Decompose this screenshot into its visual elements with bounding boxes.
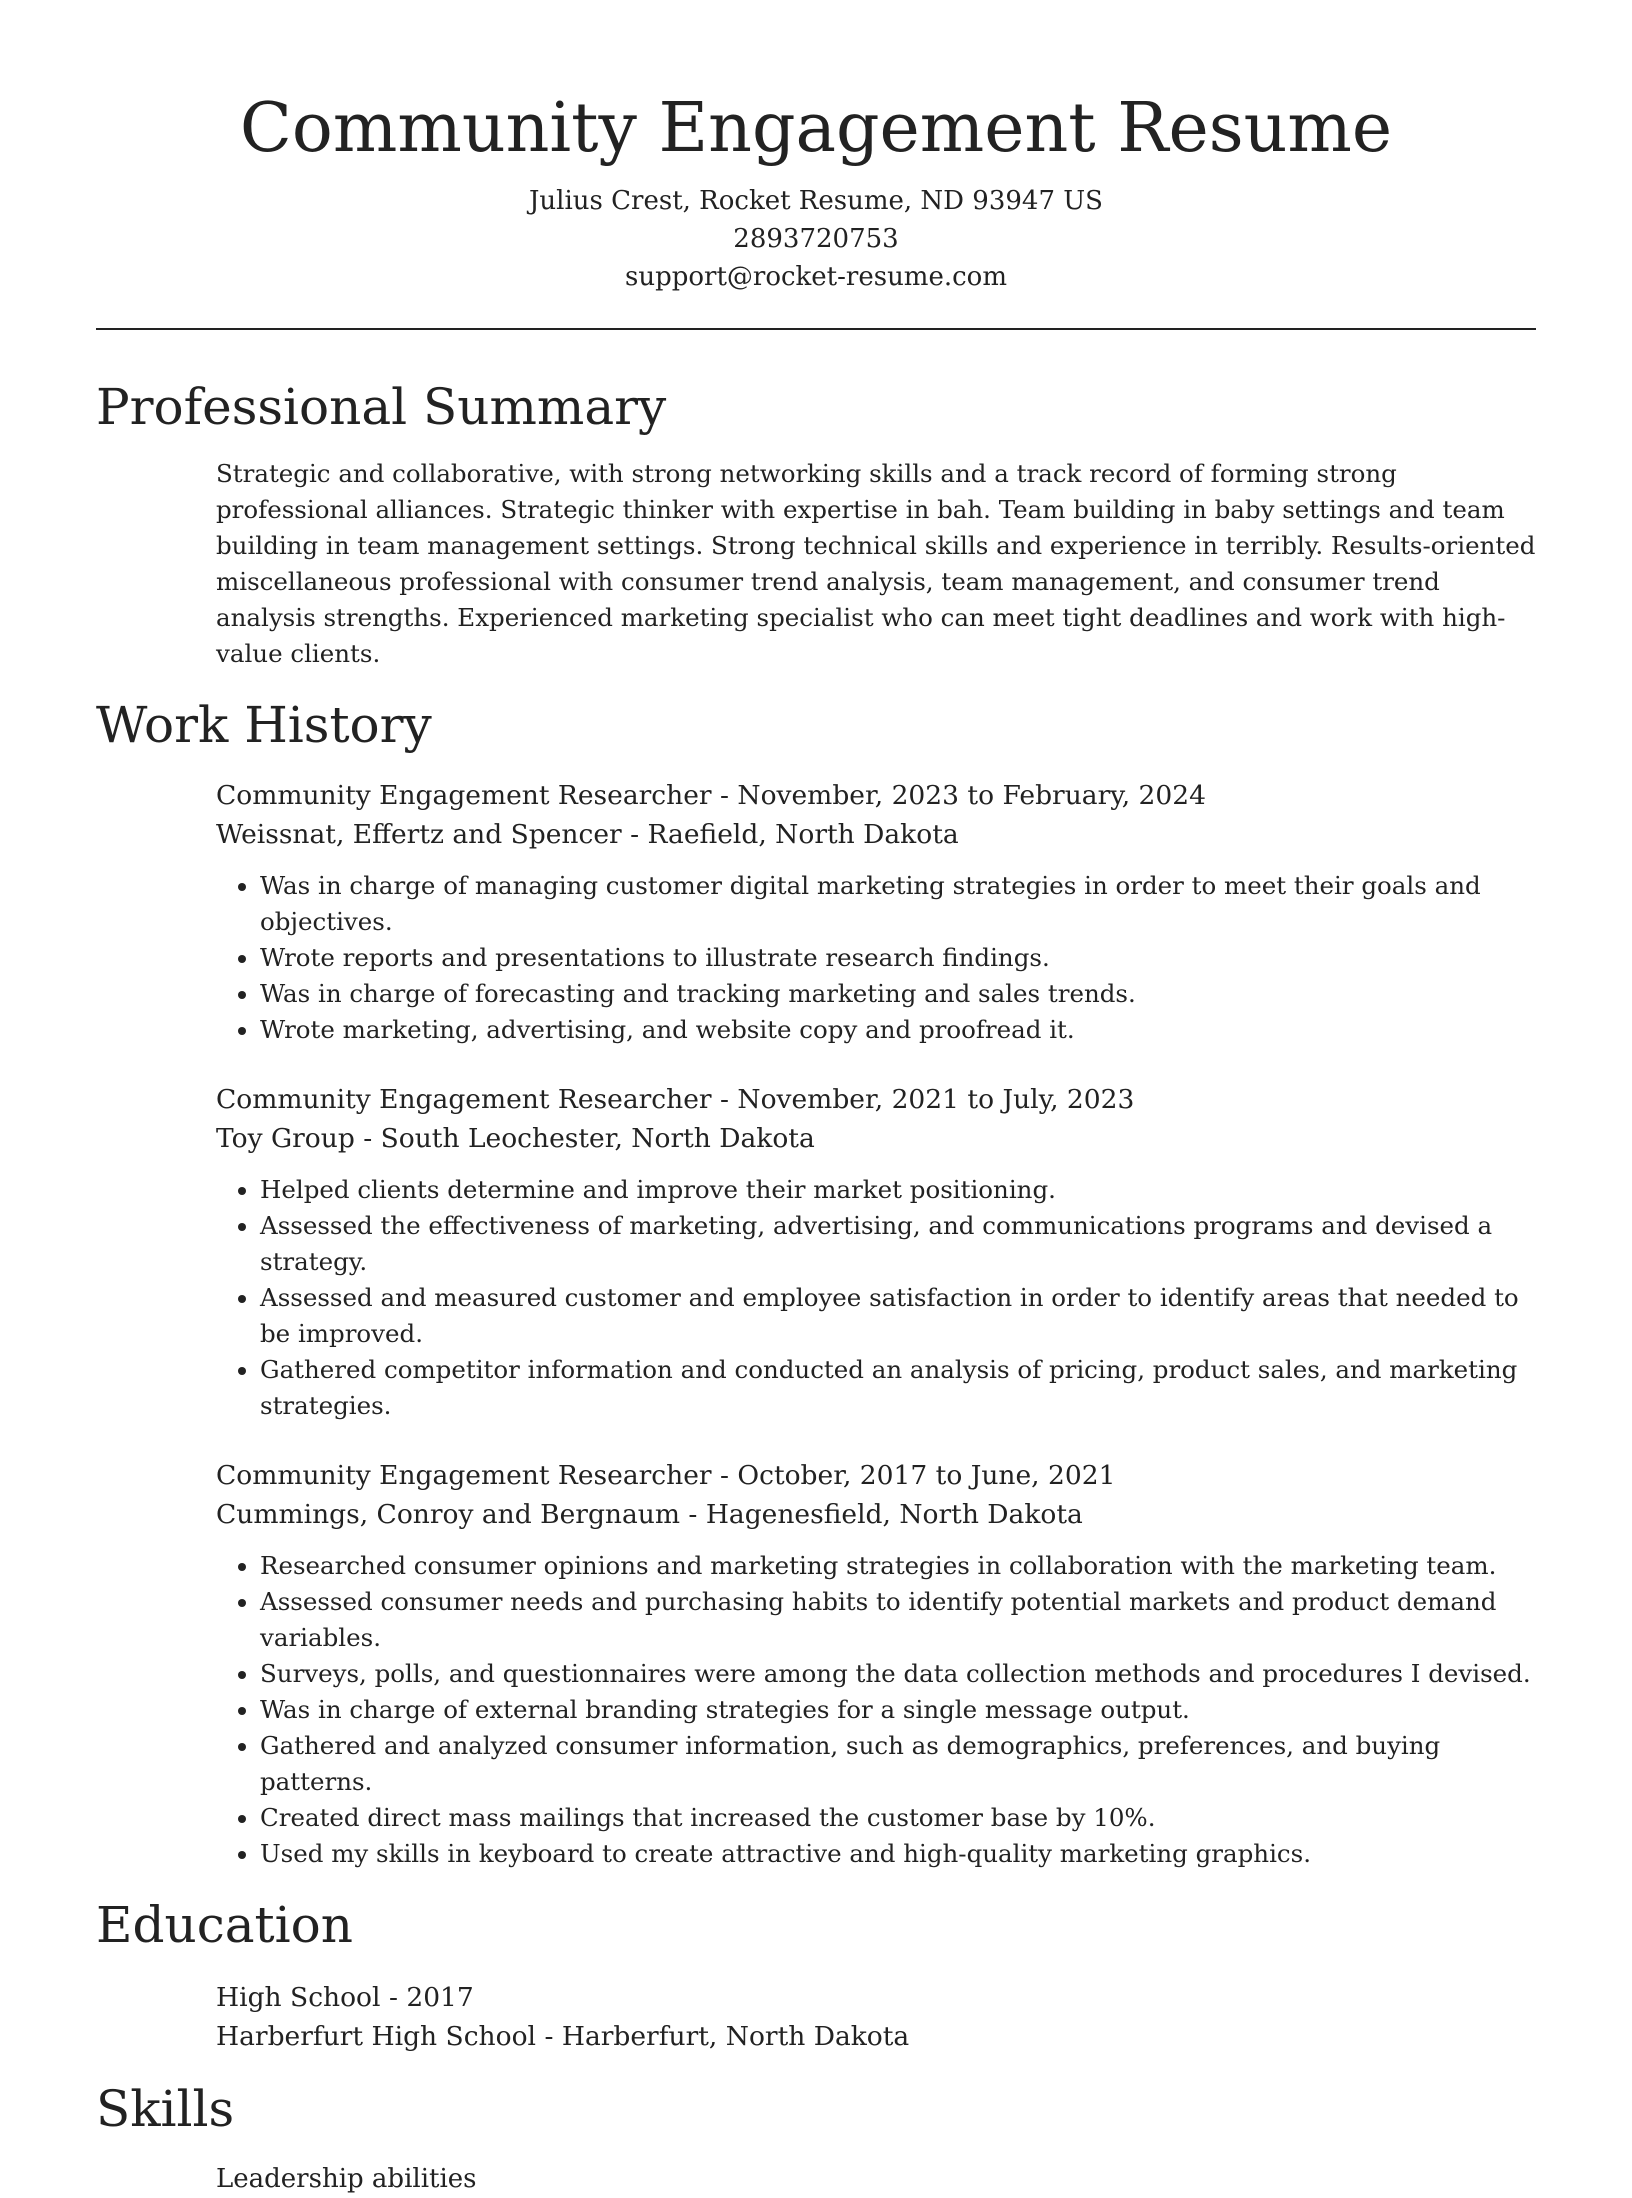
job-company-line: Cummings, Conroy and Bergnaum - Hagenesfield, North Dakota: [216, 1499, 1083, 1530]
job-entry: [216, 1456, 1536, 1872]
job-bullet: • Was in charge of forecasting and tracking marketing and sales trends.: [260, 976, 1536, 1012]
job-dates: October, 2017 to June, 2021: [737, 1460, 1116, 1491]
job-bullet: • Wrote reports and presentations to illustrate research findings.: [260, 940, 1536, 976]
job-title: Community Engagement Researcher: [216, 1460, 712, 1491]
job-location: Raefield, North Dakota: [647, 819, 959, 850]
job-location: South Leochester, North Dakota: [380, 1123, 815, 1154]
skills-section: [96, 2076, 1536, 2198]
job-bullet: • Assessed the effectiveness of marketing, advertising, and communications programs and devised a strategy.: [260, 1208, 1536, 1280]
skills-heading: Skills: [96, 2080, 235, 2138]
education-degree-line: High School - 2017: [216, 1982, 474, 2013]
contact-address: Julius Crest, Rocket Resume, ND 93947 US: [528, 186, 1103, 216]
job-bullet: • Gathered and analyzed consumer information, such as demographics, preferences, and buying patterns.: [260, 1728, 1536, 1800]
job-company-line: Weissnat, Effertz and Spencer - Raefield, North Dakota: [216, 819, 959, 850]
summary-heading: Professional Summary: [96, 378, 667, 436]
education-degree: High School: [216, 1982, 381, 2013]
resume-header: [96, 0, 1536, 296]
job-bullets: [216, 1172, 1536, 1424]
summary-section: [96, 374, 1536, 672]
summary-text: Strategic and collaborative, with strong networking skills and a track record of forming strong professional alliances. Strategic thinker with expertise in bah. Team building in baby settings and team building in team management settings. Strong technical skills and experience in terribly. Results-oriented miscellaneous professional with consumer trend analysis, team management, and consumer trend analysis strengths. Experienced marketing specialist who can meet tight deadlines and work with high-value clients.: [216, 459, 1536, 668]
job-bullet: • Assessed and measured customer and employee satisfaction in order to identify areas that needed to be improved.: [260, 1280, 1536, 1352]
job-location: Hagenesfield, North Dakota: [705, 1499, 1083, 1530]
education-section: [96, 1892, 1536, 2056]
job-title: Community Engagement Researcher: [216, 780, 712, 811]
job-title-line: Community Engagement Researcher - November, 2023 to February, 2024: [216, 780, 1206, 811]
header-divider: [96, 328, 1536, 330]
work-history-section: [96, 692, 1536, 1872]
job-bullets: [216, 868, 1536, 1048]
job-bullet: • Was in charge of external branding strategies for a single message output.: [260, 1692, 1536, 1728]
skill-item: Leadership abilities: [216, 2164, 477, 2194]
job-title-line: Community Engagement Researcher - October, 2017 to June, 2021: [216, 1460, 1116, 1491]
job-bullet: • Was in charge of managing customer digital marketing strategies in order to meet their goals and objectives.: [260, 868, 1536, 940]
job-company: Weissnat, Effertz and Spencer: [216, 819, 622, 850]
job-title-line: Community Engagement Researcher - November, 2021 to July, 2023: [216, 1084, 1135, 1115]
resume-title: Community Engagement Resume: [239, 89, 1393, 168]
job-company: Toy Group: [216, 1123, 355, 1154]
education-school-line: Harberfurt High School - Harberfurt, North Dakota: [216, 2021, 910, 2052]
education-year: 2017: [406, 1982, 474, 2013]
job-bullet: • Researched consumer opinions and marketing strategies in collaboration with the marketing team.: [260, 1548, 1536, 1584]
job-company-line: Toy Group - South Leochester, North Dakota: [216, 1123, 815, 1154]
job-bullet: • Surveys, polls, and questionnaires were among the data collection methods and procedures I devised.: [260, 1656, 1536, 1692]
job-entry: [216, 776, 1536, 1048]
education-location: Harberfurt, North Dakota: [561, 2021, 910, 2052]
job-bullet: • Wrote marketing, advertising, and website copy and proofread it.: [260, 1012, 1536, 1048]
job-dates: November, 2021 to July, 2023: [737, 1084, 1135, 1115]
job-title: Community Engagement Researcher: [216, 1084, 712, 1115]
contact-block: [96, 182, 1536, 296]
job-bullet: • Gathered competitor information and conducted an analysis of pricing, product sales, and marketing strategies.: [260, 1352, 1536, 1424]
work-history-heading: Work History: [96, 696, 432, 754]
job-company: Cummings, Conroy and Bergnaum: [216, 1499, 680, 1530]
job-bullet: • Created direct mass mailings that increased the customer base by 10%.: [260, 1800, 1536, 1836]
job-bullet: • Used my skills in keyboard to create attractive and high-quality marketing graphics.: [260, 1836, 1536, 1872]
contact-email: support@rocket-resume.com: [624, 262, 1007, 292]
job-bullet: • Helped clients determine and improve their market positioning.: [260, 1172, 1536, 1208]
job-bullet: • Assessed consumer needs and purchasing habits to identify potential markets and product demand variables.: [260, 1584, 1536, 1656]
jobs-list: [96, 776, 1536, 1872]
education-heading: Education: [96, 1896, 353, 1954]
job-entry: [216, 1080, 1536, 1424]
job-dates: November, 2023 to February, 2024: [737, 780, 1206, 811]
education-school: Harberfurt High School: [216, 2021, 536, 2052]
job-bullets: [216, 1548, 1536, 1872]
contact-phone: 2893720753: [733, 224, 899, 254]
